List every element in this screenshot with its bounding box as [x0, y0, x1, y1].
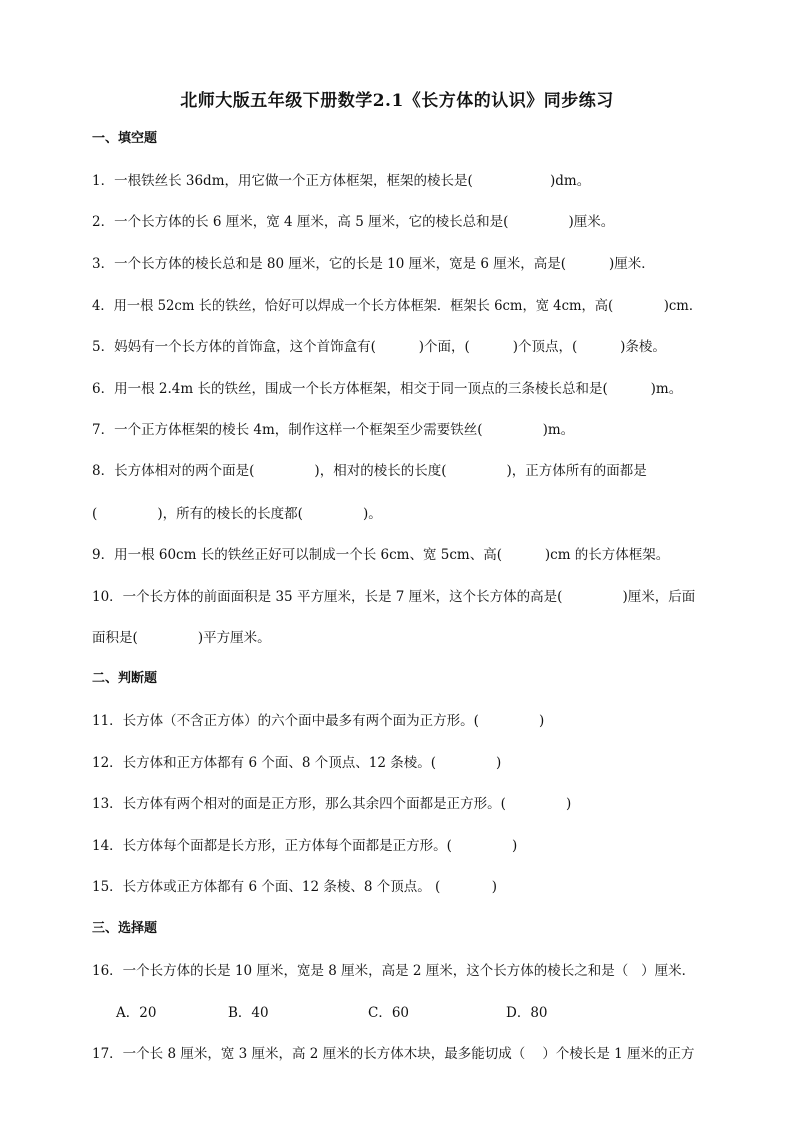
question-16-options: [0, 1004, 794, 1022]
option-a: A．20: [116, 1005, 157, 1021]
question-8-line-2: ( )，所有的棱长的长度都( )。: [92, 506, 382, 522]
question-11: 11．长方体（不含正方体）的六个面中最多有两个面为正方形。( ): [92, 713, 545, 729]
section-heading-multiple-choice: 三、选择题: [92, 921, 158, 936]
question-16: 16．一个长方体的长是 10 厘米，宽是 8 厘米，高是 2 厘米，这个长方体的棱长之和是（ ）厘米．: [92, 963, 696, 979]
question-10-line-1: 10．一个长方体的前面面积是 35 平方厘米，长是 7 厘米，这个长方体的高是( )厘米，后面: [92, 589, 696, 605]
option-b: B．40: [228, 1005, 269, 1021]
question-13: 13．长方体有两个相对的面是正方形，那么其余四个面都是正方形。( ): [92, 796, 572, 812]
page-title: 北师大版五年级下册数学2.1《长方体的认识》同步练习: [180, 91, 614, 111]
question-12: 12．长方体和正方体都有 6 个面、8 个顶点、12 条棱。( ): [92, 755, 502, 771]
question-4: 4．用一根 52cm 长的铁丝，恰好可以焊成一个长方体框架．框架长 6cm，宽 4cm，高( )cm．: [92, 298, 703, 314]
question-6: 6．用一根 2.4m 长的铁丝，围成一个长方体框架，相交于同一顶点的三条棱长总和是( )m。: [92, 381, 683, 397]
question-9: 9．用一根 60cm 长的铁丝正好可以制成一个长 6cm、宽 5cm、高( )cm 的长方体框架。: [92, 547, 670, 563]
question-8-line-1: 8．长方体相对的两个面是( )，相对的棱长的长度( )，正方体所有的面都是: [92, 463, 647, 479]
question-1: 1．一根铁丝长 36dm，用它做一个正方体框架，框架的棱长是( )dm。: [92, 173, 591, 189]
section-heading-true-false: 二、判断题: [92, 671, 158, 686]
option-d: D．80: [506, 1005, 548, 1021]
section-heading-fill-in: 一、填空题: [92, 131, 158, 146]
question-5: 5．妈妈有一个长方体的首饰盒，这个首饰盒有( )个面，( )个顶点，( )条棱。: [92, 339, 666, 355]
question-2: 2．一个长方体的长 6 厘米，宽 4 厘米，高 5 厘米，它的棱长总和是( )厘米。: [92, 214, 615, 230]
question-15: 15．长方体或正方体都有 6 个面、12 条棱、8 个顶点。 ( ): [92, 879, 498, 895]
question-7: 7．一个正方体框架的棱长 4m，制作这样一个框架至少需要铁丝( )m。: [92, 422, 575, 438]
question-14: 14．长方体每个面都是长方形，正方体每个面都是正方形。( ): [92, 838, 518, 854]
question-17: 17．一个长 8 厘米，宽 3 厘米，高 2 厘米的长方体木块，最多能切成（ ）个棱长是 1 厘米的正方: [92, 1046, 695, 1062]
option-c: C．60: [368, 1005, 410, 1021]
question-10-line-2: 面积是( )平方厘米。: [92, 630, 271, 646]
question-3: 3．一个长方体的棱长总和是 80 厘米，它的长是 10 厘米，宽是 6 厘米，高是( )厘米．: [92, 256, 655, 272]
